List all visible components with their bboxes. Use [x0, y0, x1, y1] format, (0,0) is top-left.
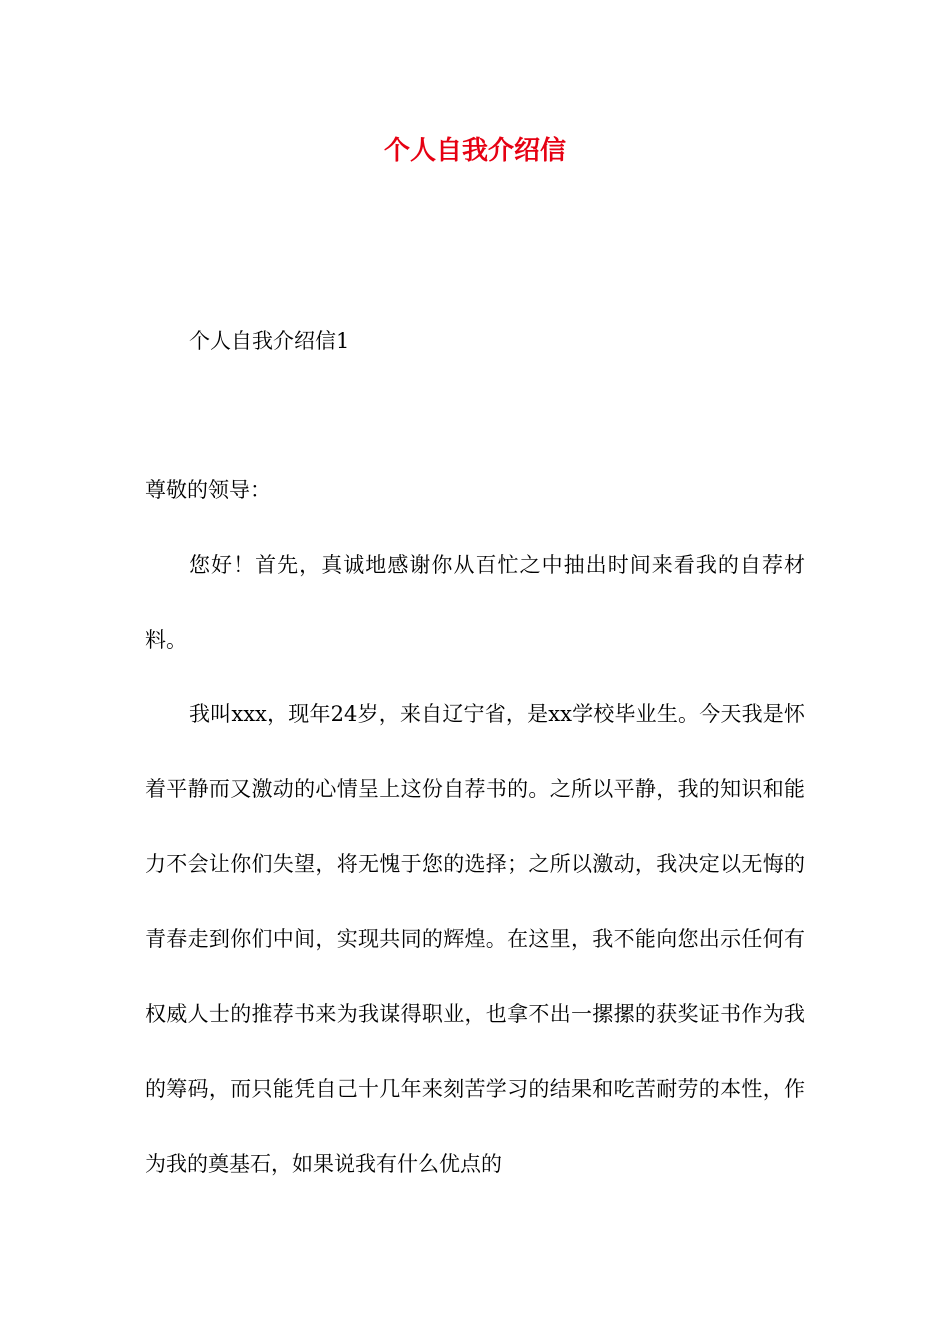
salutation: 尊敬的领导：	[145, 478, 271, 502]
paragraph-greeting: 您好！首先，真诚地感谢你从百忙之中抽出时间来看我的自荐材料。	[145, 553, 805, 652]
section-heading: 个人自我介绍信1	[189, 329, 350, 353]
document-title: 个人自我介绍信	[383, 136, 566, 166]
paragraph-introduction: 我叫xxx，现年24岁，来自辽宁省，是xx学校毕业生。今天我是怀着平静而又激动的心情呈上这份自荐书的。之所以平静，我的知识和能力不会让你们失望，将无愧于您的选择；之所以激动，我决定以无悔的青春走到你们中间，实现共同的辉煌。在这里，我不能向您出示任何有权威人士的推荐书来为我谋得职业，也拿不出一摞摞的获奖证书作为我的筹码，而只能凭自己十几年来刻苦学习的结果和吃苦耐劳的本性，作为我的奠基石，如果说我有什么优点的	[145, 702, 805, 1176]
